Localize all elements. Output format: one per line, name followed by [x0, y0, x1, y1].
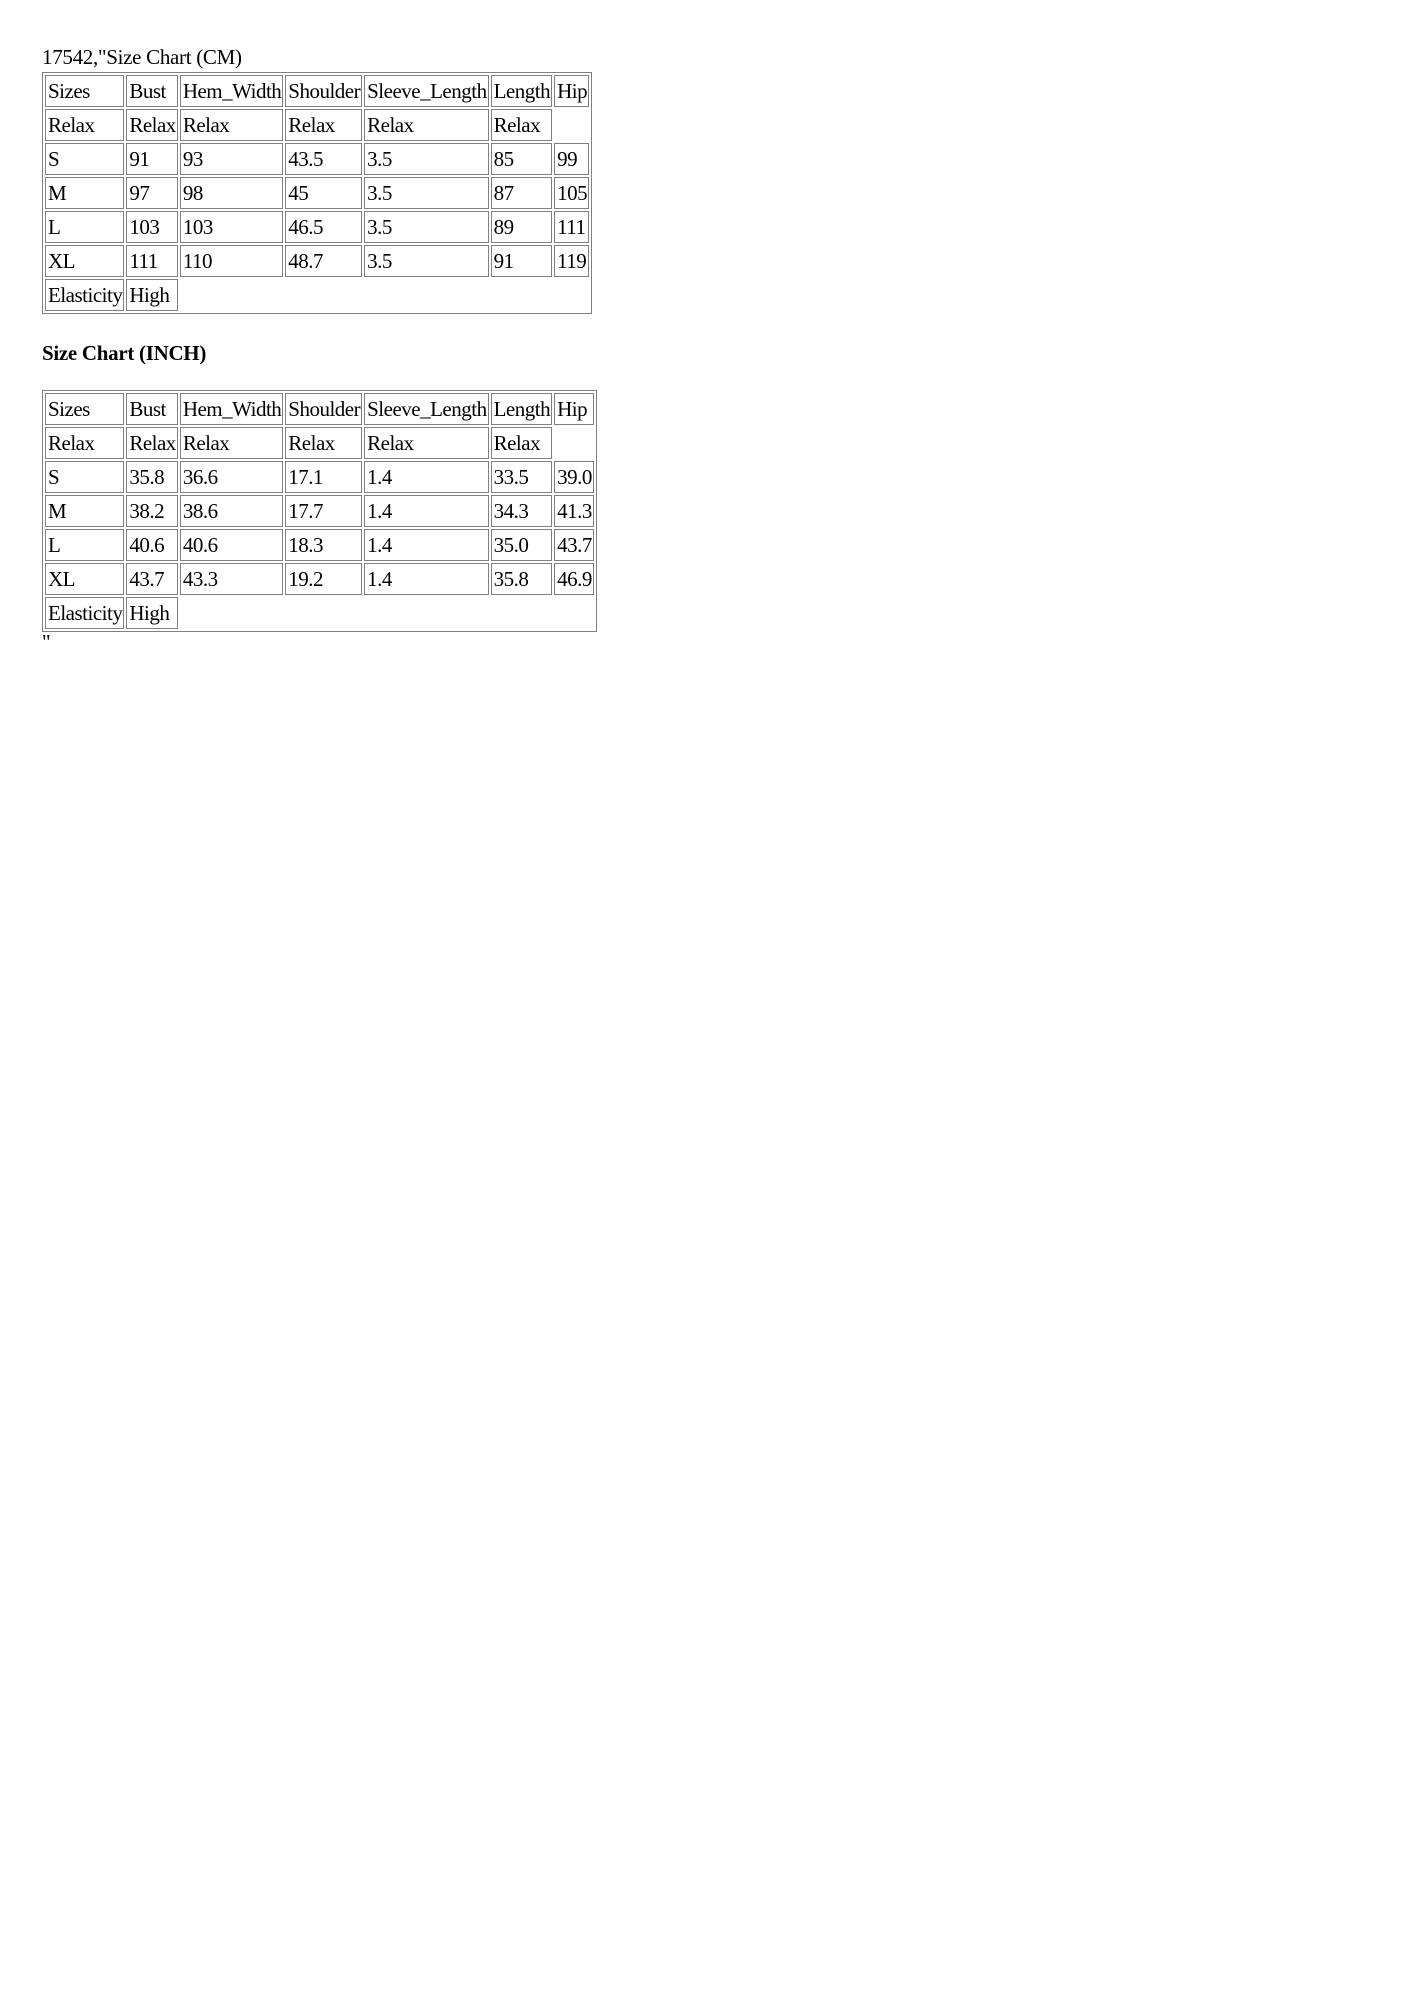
- header-cell: Shoulder: [285, 75, 362, 107]
- table-cell: 19.2: [285, 563, 362, 595]
- table-row: [45, 461, 594, 493]
- table-cell: 93: [180, 143, 283, 175]
- table-cell-empty: [491, 279, 552, 311]
- table-cell: 105: [554, 177, 589, 209]
- table-cell: 87: [491, 177, 552, 209]
- table-cell: L: [45, 211, 124, 243]
- table-cell: 3.5: [364, 177, 488, 209]
- header-cell: Length: [491, 75, 552, 107]
- table-cell: 3.5: [364, 245, 488, 277]
- table-cell: Relax: [364, 427, 488, 459]
- header-cell: Shoulder: [285, 393, 362, 425]
- table-cell: 43.7: [126, 563, 177, 595]
- table-cell: 18.3: [285, 529, 362, 561]
- header-cell: Sizes: [45, 393, 124, 425]
- table-cell: 17.7: [285, 495, 362, 527]
- table-cell-empty: [554, 597, 594, 629]
- table-cell: 91: [126, 143, 177, 175]
- table-header-row: [45, 75, 589, 107]
- table-cell: 98: [180, 177, 283, 209]
- table-cell: 111: [554, 211, 589, 243]
- table-cell: 111: [126, 245, 177, 277]
- table-cell: 35.0: [491, 529, 552, 561]
- table-row: [45, 563, 594, 595]
- table-cell: M: [45, 177, 124, 209]
- table-cell: 97: [126, 177, 177, 209]
- table-cell: Relax: [364, 109, 488, 141]
- table-cell: 1.4: [364, 529, 488, 561]
- table-cell: M: [45, 495, 124, 527]
- table-cell: Relax: [45, 427, 124, 459]
- table-cell: Relax: [126, 427, 177, 459]
- table-cell: 33.5: [491, 461, 552, 493]
- closing-quote: ": [42, 630, 51, 654]
- table-cell: Relax: [491, 109, 552, 141]
- table-cell: Relax: [180, 427, 283, 459]
- header-cell: Bust: [126, 393, 177, 425]
- elasticity-value: High: [126, 597, 177, 629]
- table-cell: 46.9: [554, 563, 594, 595]
- size-chart-document: [42, 44, 597, 652]
- table-cell: 48.7: [285, 245, 362, 277]
- table-cell-empty: [285, 279, 362, 311]
- table-cell: 103: [180, 211, 283, 243]
- table-cell: 46.5: [285, 211, 362, 243]
- table-cell: 1.4: [364, 461, 488, 493]
- table-cell: S: [45, 143, 124, 175]
- inch-size-table: [42, 390, 597, 632]
- table-cell: 43.5: [285, 143, 362, 175]
- table-cell: 38.6: [180, 495, 283, 527]
- header-cell: Sleeve_Length: [364, 75, 488, 107]
- table-cell: Relax: [491, 427, 552, 459]
- table-row: [45, 143, 589, 175]
- table-row: [45, 529, 594, 561]
- table-cell: 89: [491, 211, 552, 243]
- table-cell: 35.8: [126, 461, 177, 493]
- table-cell: 17.1: [285, 461, 362, 493]
- table-cell: L: [45, 529, 124, 561]
- table-cell: 99: [554, 143, 589, 175]
- intro-text: 17542,"Size Chart (CM): [42, 45, 242, 69]
- elasticity-row: [45, 597, 594, 629]
- table-cell: Relax: [126, 109, 177, 141]
- table-row: [45, 245, 589, 277]
- table-cell: Relax: [45, 109, 124, 141]
- table-cell-empty: [491, 597, 552, 629]
- header-cell: Hem_Width: [180, 75, 283, 107]
- table-cell-empty: [285, 597, 362, 629]
- table-cell: 43.3: [180, 563, 283, 595]
- table-cell-empty: [554, 109, 589, 141]
- header-cell: Hem_Width: [180, 393, 283, 425]
- table-cell: 43.7: [554, 529, 594, 561]
- table-cell: 3.5: [364, 211, 488, 243]
- table-cell: 103: [126, 211, 177, 243]
- table-cell: 3.5: [364, 143, 488, 175]
- table-cell: Relax: [285, 427, 362, 459]
- table-row: [45, 495, 594, 527]
- cm-size-table: [42, 72, 592, 314]
- table-cell: 35.8: [491, 563, 552, 595]
- table-cell: 38.2: [126, 495, 177, 527]
- table-row: [45, 109, 589, 141]
- table-cell: 91: [491, 245, 552, 277]
- header-cell: Hip: [554, 75, 589, 107]
- header-cell: Bust: [126, 75, 177, 107]
- table-cell: 119: [554, 245, 589, 277]
- header-cell: Hip: [554, 393, 594, 425]
- table-cell: Relax: [285, 109, 362, 141]
- table-row: [45, 427, 594, 459]
- table-cell: 45: [285, 177, 362, 209]
- table-cell-empty: [364, 279, 488, 311]
- table-cell-empty: [554, 427, 594, 459]
- table-cell-empty: [180, 597, 283, 629]
- table-cell-empty: [364, 597, 488, 629]
- elasticity-label: Elasticity: [45, 597, 124, 629]
- header-cell: Sizes: [45, 75, 124, 107]
- table-cell: Relax: [180, 109, 283, 141]
- table-cell: 85: [491, 143, 552, 175]
- table-cell: S: [45, 461, 124, 493]
- header-cell: Length: [491, 393, 552, 425]
- inch-chart-heading: Size Chart (INCH): [42, 341, 207, 365]
- table-row: [45, 211, 589, 243]
- table-cell: 40.6: [180, 529, 283, 561]
- table-cell: 39.0: [554, 461, 594, 493]
- table-cell-empty: [180, 279, 283, 311]
- elasticity-label: Elasticity: [45, 279, 124, 311]
- table-cell: XL: [45, 563, 124, 595]
- table-cell: 1.4: [364, 495, 488, 527]
- table-cell: 36.6: [180, 461, 283, 493]
- table-cell: XL: [45, 245, 124, 277]
- header-cell: Sleeve_Length: [364, 393, 488, 425]
- table-cell-empty: [554, 279, 589, 311]
- table-header-row: [45, 393, 594, 425]
- table-cell: 1.4: [364, 563, 488, 595]
- table-row: [45, 177, 589, 209]
- table-cell: 34.3: [491, 495, 552, 527]
- elasticity-row: [45, 279, 589, 311]
- table-cell: 40.6: [126, 529, 177, 561]
- table-cell: 110: [180, 245, 283, 277]
- elasticity-value: High: [126, 279, 177, 311]
- table-cell: 41.3: [554, 495, 594, 527]
